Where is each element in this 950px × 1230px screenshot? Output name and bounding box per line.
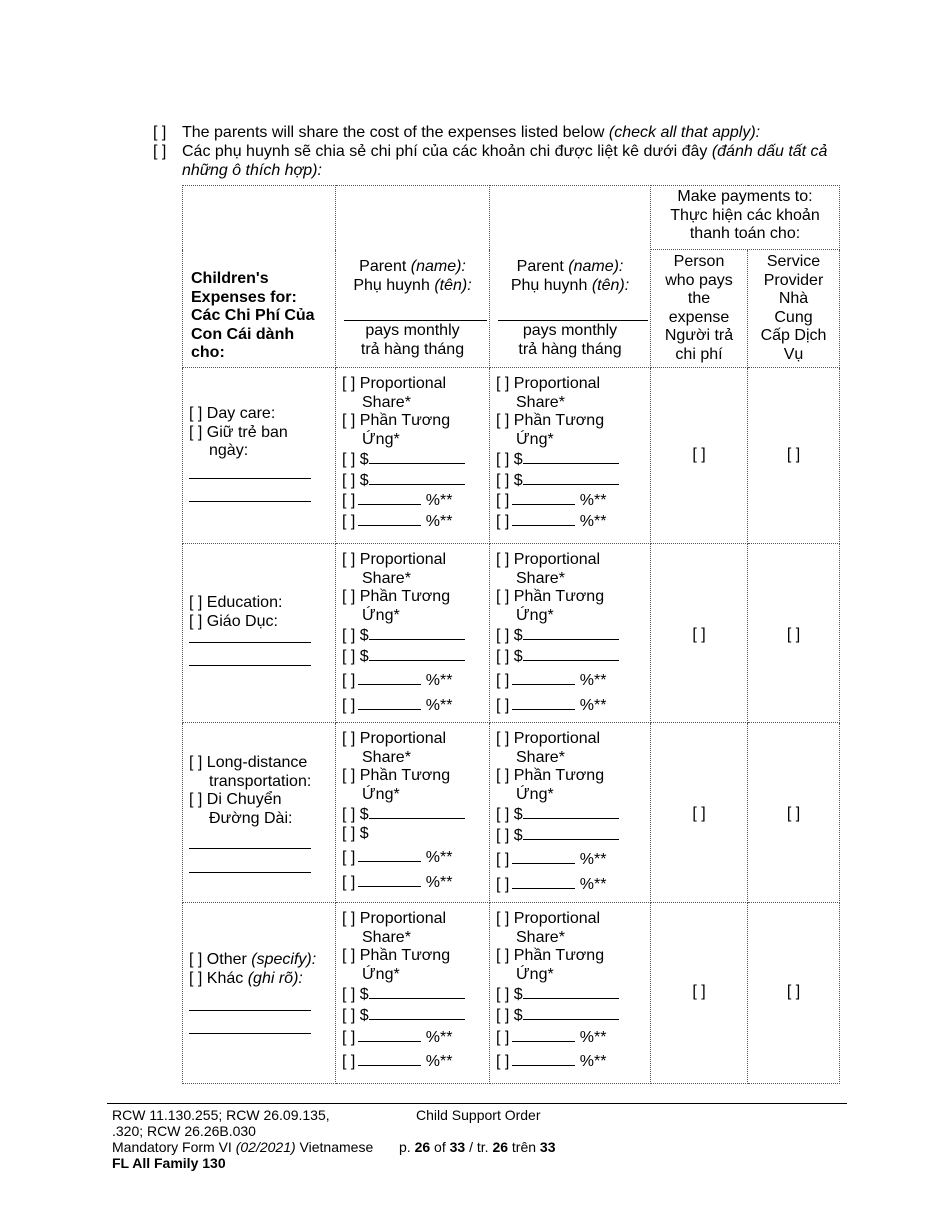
- checkbox[interactable]: [ ]: [342, 730, 356, 747]
- checkbox[interactable]: [ ]: [342, 873, 356, 891]
- specify-line[interactable]: [189, 665, 311, 666]
- checkbox[interactable]: [ ]: [496, 471, 510, 489]
- checkbox[interactable]: [ ]: [342, 647, 356, 665]
- percent-field[interactable]: [358, 1027, 421, 1042]
- checkbox[interactable]: [ ]: [342, 412, 356, 429]
- parent-name-line[interactable]: [498, 320, 648, 321]
- percent-field[interactable]: [512, 849, 575, 864]
- checkbox[interactable]: [ ]: [342, 672, 356, 689]
- amount-field[interactable]: [369, 449, 465, 464]
- checkbox[interactable]: [ ]: [496, 588, 510, 605]
- amount-field[interactable]: [523, 1005, 619, 1020]
- amount-field[interactable]: [369, 470, 465, 485]
- percent-field[interactable]: [512, 1027, 575, 1042]
- checkbox[interactable]: [ ]: [342, 375, 356, 392]
- checkbox[interactable]: [ ]: [692, 626, 706, 643]
- amount-field[interactable]: [523, 646, 619, 661]
- checkbox[interactable]: [ ]: [342, 1052, 356, 1070]
- percent-field[interactable]: [358, 695, 421, 710]
- checkbox[interactable]: [ ]: [496, 672, 510, 689]
- checkbox[interactable]: [ ]: [189, 969, 203, 987]
- checkbox[interactable]: [ ]: [496, 1052, 510, 1070]
- checkbox[interactable]: [ ]: [342, 767, 356, 784]
- percent-field[interactable]: [358, 847, 421, 862]
- checkbox[interactable]: [ ]: [342, 1029, 356, 1046]
- person-pays-cell: [651, 903, 748, 1084]
- checkbox[interactable]: [ ]: [496, 412, 510, 429]
- checkbox[interactable]: [ ]: [189, 405, 203, 422]
- percent-field[interactable]: [358, 490, 421, 505]
- checkbox[interactable]: [ ]: [342, 588, 356, 605]
- checkbox[interactable]: [ ]: [692, 983, 706, 1000]
- checkbox[interactable]: [ ]: [496, 647, 510, 665]
- checkbox[interactable]: [ ]: [496, 492, 510, 509]
- amount-field[interactable]: [523, 625, 619, 640]
- checkbox[interactable]: [ ]: [496, 910, 510, 927]
- checkbox[interactable]: [ ]: [189, 951, 203, 968]
- checkbox[interactable]: [ ]: [496, 767, 510, 784]
- footer-rcw: RCW 11.130.255; RCW 26.09.135,: [112, 1107, 330, 1123]
- checkbox[interactable]: [ ]: [496, 851, 510, 868]
- parent-1-share-daycare: [ ] Proportional Share* [ ] Phần Tương Ứng* [ ] $ [ ] $ [ ] %** [ ] %**: [336, 368, 490, 544]
- parent-name-line[interactable]: [344, 320, 487, 321]
- amount-field[interactable]: [369, 646, 465, 661]
- parent-1-header: Parent (name): Phụ huynh (tên): pays monthly trả hàng tháng: [336, 186, 490, 368]
- checkbox[interactable]: [ ]: [692, 446, 706, 463]
- amount-field[interactable]: [523, 470, 619, 485]
- checkbox[interactable]: [ ]: [342, 512, 356, 530]
- checkbox[interactable]: [ ]: [189, 754, 203, 771]
- checkbox[interactable]: [ ]: [342, 551, 356, 568]
- expenses-header: Children's Expenses for: Các Chi Phí Của Con Cái dành cho:: [183, 186, 336, 368]
- amount-field[interactable]: [523, 984, 619, 999]
- amount-field[interactable]: [369, 625, 465, 640]
- parent-1-share-education: [ ] Proportional Share* [ ] Phần Tương Ứng* [ ] $ [ ] $ [ ] %** [ ] %**: [336, 544, 490, 723]
- parent-2-share-other: [ ] Proportional Share* [ ] Phần Tương Ứng* [ ] $ [ ] $ [ ] %** [ ] %**: [490, 903, 651, 1084]
- parent-1-share-other: [ ] Proportional Share* [ ] Phần Tương Ứng* [ ] $ [ ] $ [ ] %** [ ] %**: [336, 903, 490, 1084]
- amount-field[interactable]: [523, 449, 619, 464]
- expenses-table: [182, 185, 840, 1084]
- checkbox[interactable]: [ ]: [496, 451, 510, 468]
- amount-field[interactable]: [369, 1005, 465, 1020]
- checkbox[interactable]: [ ]: [496, 627, 510, 644]
- footer-form-name: Mandatory Form VI (02/2021) Vietnamese: [112, 1139, 374, 1155]
- footer-page-number: p. 26 of 33 / tr. 26 trên 33: [399, 1139, 556, 1155]
- person-pays-cell: [651, 544, 748, 723]
- amount-field[interactable]: [369, 984, 465, 999]
- service-provider-header: Service Provider Nhà Cung Cấp Dịch Vụ: [748, 250, 840, 368]
- checkbox[interactable]: [ ]: [496, 696, 510, 714]
- checkbox[interactable]: [ ]: [342, 986, 356, 1003]
- expense-daycare: [ ] Day care: [ ] Giữ trẻ ban ngày:: [183, 368, 336, 544]
- checkbox[interactable]: [ ]: [189, 791, 203, 808]
- service-provider-cell: [748, 544, 840, 723]
- parent-2-share-transportation: [ ] Proportional Share* [ ] Phần Tương Ứng* [ ] $ [ ] $ [ ] %** [ ] %**: [490, 723, 651, 903]
- checkbox[interactable]: [ ]: [342, 471, 356, 489]
- checkbox[interactable]: [ ]: [786, 983, 801, 1000]
- checkbox[interactable]: [ ]: [189, 612, 203, 630]
- checkbox[interactable]: [ ]: [786, 805, 801, 822]
- footer-title: Child Support Order: [416, 1107, 541, 1123]
- person-pays-cell: [651, 723, 748, 903]
- checkbox[interactable]: [ ]: [189, 423, 203, 441]
- percent-field[interactable]: [358, 670, 421, 685]
- person-who-pays-header: Person who pays the expense Người trả chi phí: [651, 250, 748, 368]
- percent-field[interactable]: [512, 1051, 575, 1066]
- specify-line[interactable]: [189, 872, 311, 873]
- specify-line[interactable]: [189, 478, 311, 479]
- checkbox[interactable]: [ ]: [342, 910, 356, 927]
- checkbox[interactable]: [ ]: [342, 849, 356, 866]
- expense-transportation: [ ] Long-distance transportation: [ ] Di Chuyển Đường Dài:: [183, 723, 336, 903]
- percent-field[interactable]: [512, 874, 575, 889]
- checkbox[interactable]: [ ]: [342, 1006, 356, 1024]
- percent-field[interactable]: [512, 490, 575, 505]
- specify-line[interactable]: [189, 1010, 311, 1011]
- specify-line[interactable]: [189, 642, 311, 643]
- parent-1-share-transportation: [ ] Proportional Share* [ ] Phần Tương Ứng* [ ] $ [ ] $ [ ] %** [ ] %**: [336, 723, 490, 903]
- checkbox[interactable]: [ ]: [342, 451, 356, 468]
- expense-other: [ ] Other (specify): [ ] Khác (ghi rõ):: [183, 903, 336, 1084]
- percent-field[interactable]: [512, 511, 575, 526]
- footer-form-code: FL All Family 130: [112, 1155, 226, 1171]
- checkbox[interactable]: [ ]: [342, 806, 356, 823]
- service-provider-cell: [748, 723, 840, 903]
- percent-field[interactable]: [358, 1051, 421, 1066]
- footer-left: RCW 11.130.255; RCW 26.09.135, .320; RCW 26.26B.030 Mandatory Form VI (02/2021) Vietnamese FL All Family 130: [112, 1107, 374, 1171]
- parent-2-header: Parent (name): Phụ huynh (tên): pays monthly trả hàng tháng: [490, 186, 651, 368]
- percent-field[interactable]: [512, 695, 575, 710]
- checkbox[interactable]: [ ]: [153, 124, 167, 141]
- intro-vietnamese-note: (đánh dấu tất cả những ô thích hợp):: [182, 143, 828, 179]
- checkbox[interactable]: [ ]: [496, 986, 510, 1003]
- checkbox[interactable]: [ ]: [496, 375, 510, 392]
- intro-english-text: The parents will share the cost of the expenses listed below: [182, 124, 605, 141]
- amount-field[interactable]: [523, 825, 619, 840]
- checkbox[interactable]: [ ]: [189, 594, 203, 611]
- amount-field[interactable]: [523, 804, 619, 819]
- checkbox[interactable]: [ ]: [342, 492, 356, 509]
- service-provider-cell: [748, 903, 840, 1084]
- amount-field[interactable]: [369, 804, 465, 819]
- percent-field[interactable]: [358, 511, 421, 526]
- checkbox[interactable]: [ ]: [496, 551, 510, 568]
- checkbox[interactable]: [ ]: [496, 806, 510, 823]
- percent-field[interactable]: [512, 670, 575, 685]
- expense-education: [ ] Education: [ ] Giáo Dục:: [183, 544, 336, 723]
- checkbox[interactable]: [ ]: [786, 446, 801, 463]
- percent-field[interactable]: [358, 872, 421, 887]
- checkbox[interactable]: [ ]: [496, 512, 510, 530]
- specify-line[interactable]: [189, 1033, 311, 1034]
- make-payments-header: Make payments to: Thực hiện các khoản thanh toán cho:: [651, 186, 840, 250]
- checkbox[interactable]: [ ]: [786, 626, 801, 643]
- intro-english-note: (check all that apply):: [608, 124, 761, 141]
- person-pays-cell: [651, 368, 748, 544]
- checkbox[interactable]: [ ]: [496, 1029, 510, 1046]
- checkbox[interactable]: [ ]: [153, 143, 167, 160]
- footer-divider: [107, 1103, 847, 1104]
- checkbox[interactable]: [ ]: [496, 1006, 510, 1024]
- checkbox[interactable]: [ ]: [342, 824, 356, 842]
- specify-line[interactable]: [189, 501, 311, 502]
- checkbox[interactable]: [ ]: [496, 826, 510, 844]
- checkbox[interactable]: [ ]: [496, 730, 510, 747]
- parent-2-share-education: [ ] Proportional Share* [ ] Phần Tương Ứng* [ ] $ [ ] $ [ ] %** [ ] %**: [490, 544, 651, 723]
- checkbox[interactable]: [ ]: [496, 875, 510, 893]
- specify-line[interactable]: [189, 848, 311, 849]
- intro-vietnamese-text: Các phụ huynh sẽ chia sẻ chi phí của các khoản chi được liệt kê dưới đây: [182, 143, 708, 160]
- checkbox[interactable]: [ ]: [342, 947, 356, 964]
- service-provider-cell: [748, 368, 840, 544]
- checkbox[interactable]: [ ]: [692, 805, 706, 822]
- checkbox[interactable]: [ ]: [496, 947, 510, 964]
- checkbox[interactable]: [ ]: [342, 696, 356, 714]
- parent-2-share-daycare: [ ] Proportional Share* [ ] Phần Tương Ứng* [ ] $ [ ] $ [ ] %** [ ] %**: [490, 368, 651, 544]
- checkbox[interactable]: [ ]: [342, 627, 356, 644]
